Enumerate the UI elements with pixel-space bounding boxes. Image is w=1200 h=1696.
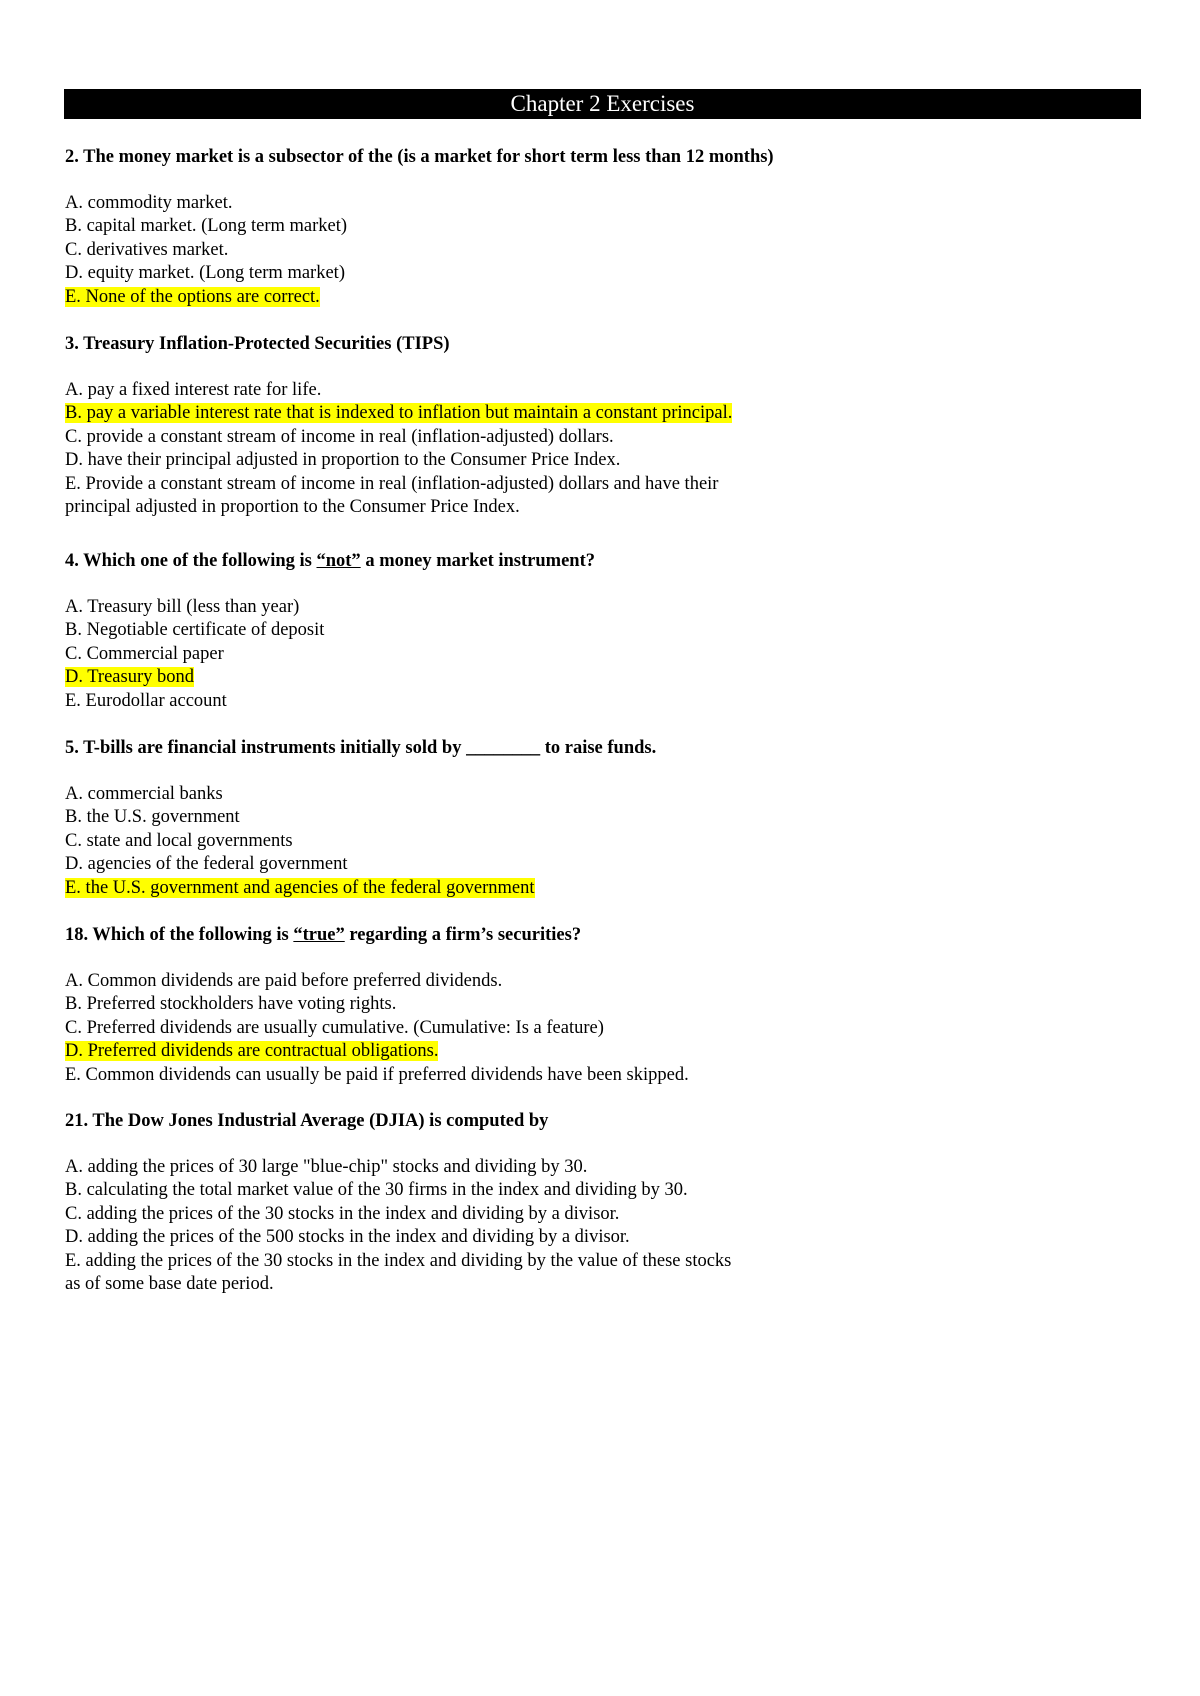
answer-option: C. provide a constant stream of income in real (inflation-adjusted) dollars. bbox=[65, 426, 614, 447]
question-block bbox=[65, 146, 1140, 309]
answer-option: E. Common dividends can usually be paid if preferred dividends have been skipped. bbox=[65, 1064, 689, 1085]
answer-option: B. calculating the total market value of the 30 firms in the index and dividing by 30. bbox=[65, 1180, 688, 1200]
answer-option-correct bbox=[65, 1040, 1140, 1064]
answer-option: E. Provide a constant stream of income in real (inflation-adjusted) dollars and have their bbox=[65, 473, 719, 494]
answer-option: A. adding the prices of 30 large "blue-chip" stocks and dividing by 30. bbox=[65, 1156, 588, 1177]
answer-option: B. the U.S. government bbox=[65, 807, 240, 827]
answer-option-continuation: as of some base date period. bbox=[65, 1274, 274, 1294]
question-block bbox=[65, 1110, 1140, 1297]
answer-option: D. agencies of the federal government bbox=[65, 854, 348, 874]
answer-option-correct bbox=[65, 877, 1140, 901]
answer-option: A. Common dividends are paid before preferred dividends. bbox=[65, 970, 503, 991]
answer-option-correct bbox=[65, 286, 1140, 310]
answer-option: A. pay a fixed interest rate for life. bbox=[65, 379, 322, 400]
answer-highlight: D. Treasury bond bbox=[65, 667, 194, 687]
answer-option-continuation: principal adjusted in proportion to the Consumer Price Index. bbox=[65, 497, 520, 517]
answer-option: C. Commercial paper bbox=[65, 643, 224, 664]
answer-option: B. Preferred stockholders have voting rights. bbox=[65, 994, 397, 1014]
answer-highlight: D. Preferred dividends are contractual obligations. bbox=[65, 1041, 439, 1061]
question-block bbox=[65, 924, 1140, 1087]
answer-highlight: E. None of the options are correct. bbox=[65, 286, 320, 307]
answer-option: E. Eurodollar account bbox=[65, 690, 227, 711]
answer-option: A. commercial banks bbox=[65, 783, 223, 804]
emphasis-word: “not” bbox=[316, 551, 361, 571]
answer-option-correct bbox=[65, 402, 1140, 426]
answer-option: D. have their principal adjusted in proportion to the Consumer Price Index. bbox=[65, 450, 621, 470]
answer-option: C. derivatives market. bbox=[65, 239, 229, 260]
answer-option: C. adding the prices of the 30 stocks in the index and dividing by a divisor. bbox=[65, 1203, 620, 1224]
question-heading: 21. The Dow Jones Industrial Average (DJIA) is computed by bbox=[65, 1111, 549, 1131]
question-heading: 5. T-bills are financial instruments initially sold by ________ to raise funds. bbox=[65, 738, 657, 758]
question-block bbox=[65, 550, 1140, 713]
answer-option: A. Treasury bill (less than year) bbox=[65, 596, 300, 617]
page-title: Chapter 2 Exercises bbox=[64, 89, 1141, 119]
answer-option: E. adding the prices of the 30 stocks in the index and dividing by the value of these stocks bbox=[65, 1250, 732, 1271]
answer-option: C. state and local governments bbox=[65, 830, 293, 851]
answer-option-correct bbox=[65, 666, 1140, 690]
answer-option: B. Negotiable certificate of deposit bbox=[65, 620, 325, 640]
answer-option: C. Preferred dividends are usually cumulative. (Cumulative: Is a feature) bbox=[65, 1017, 604, 1038]
answer-highlight: E. the U.S. government and agencies of the federal government bbox=[65, 877, 535, 898]
answer-option: D. equity market. (Long term market) bbox=[65, 263, 345, 283]
question-block bbox=[65, 737, 1140, 900]
question-block bbox=[65, 333, 1140, 520]
answer-option: B. capital market. (Long term market) bbox=[65, 216, 348, 236]
emphasis-word: “true” bbox=[293, 925, 345, 945]
question-heading: 4. Which one of the following is “not” a money market instrument? bbox=[65, 551, 595, 571]
answer-option: A. commodity market. bbox=[65, 192, 233, 213]
answer-option: D. adding the prices of the 500 stocks in the index and dividing by a divisor. bbox=[65, 1227, 630, 1247]
answer-highlight: B. pay a variable interest rate that is indexed to inflation but maintain a constant principal. bbox=[65, 403, 733, 423]
question-heading: 3. Treasury Inflation-Protected Securities (TIPS) bbox=[65, 334, 450, 354]
question-heading: 2. The money market is a subsector of the (is a market for short term less than 12 months) bbox=[65, 147, 774, 167]
question-heading: 18. Which of the following is “true” regarding a firm’s securities? bbox=[65, 925, 582, 945]
